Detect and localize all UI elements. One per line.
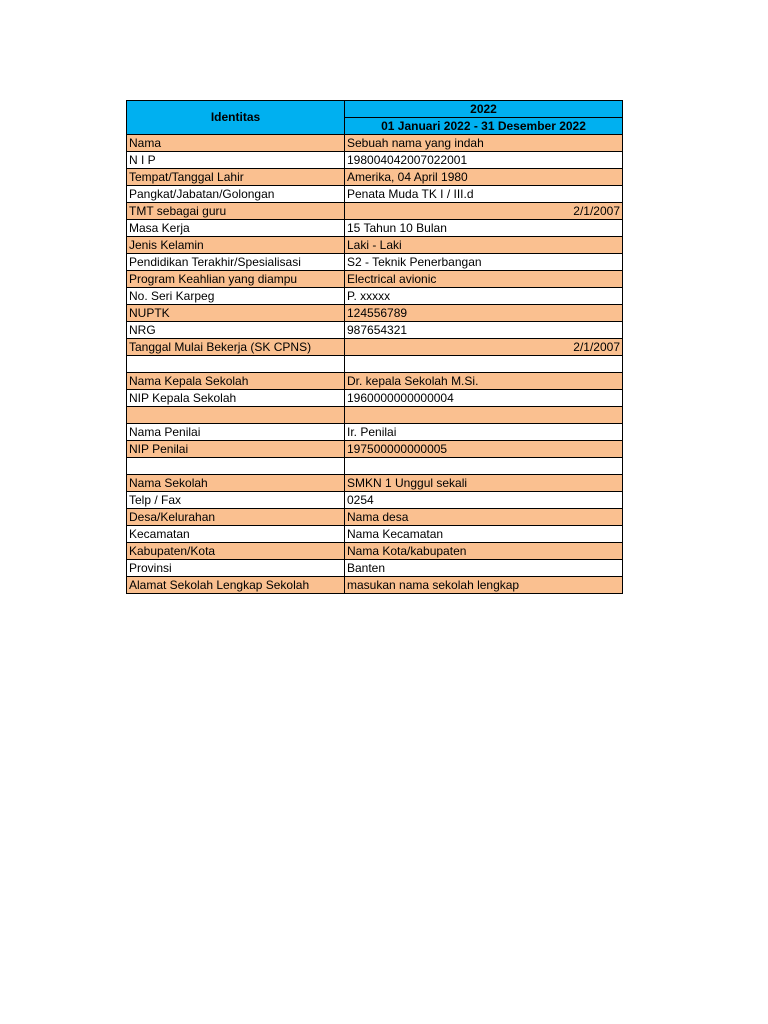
row-value[interactable]: Penata Muda TK I / III.d xyxy=(345,186,623,203)
row-label[interactable] xyxy=(127,356,345,373)
table-row xyxy=(127,271,623,288)
table-row xyxy=(127,186,623,203)
header-identitas: Identitas xyxy=(127,101,345,135)
row-value[interactable]: Laki - Laki xyxy=(345,237,623,254)
row-label[interactable]: Provinsi xyxy=(127,560,345,577)
table-row xyxy=(127,543,623,560)
row-label[interactable]: NUPTK xyxy=(127,305,345,322)
table-row xyxy=(127,356,623,373)
row-value[interactable]: P. xxxxx xyxy=(345,288,623,305)
row-label[interactable]: No. Seri Karpeg xyxy=(127,288,345,305)
row-value[interactable]: Nama Kota/kabupaten xyxy=(345,543,623,560)
row-label[interactable]: Tempat/Tanggal Lahir xyxy=(127,169,345,186)
row-value[interactable]: 2/1/2007 xyxy=(345,339,623,356)
row-value[interactable]: Banten xyxy=(345,560,623,577)
table-row xyxy=(127,407,623,424)
table-row xyxy=(127,322,623,339)
row-label[interactable]: Masa Kerja xyxy=(127,220,345,237)
row-label[interactable]: TMT sebagai guru xyxy=(127,203,345,220)
table-row xyxy=(127,305,623,322)
table-row xyxy=(127,220,623,237)
row-label[interactable]: NRG xyxy=(127,322,345,339)
row-value[interactable]: Dr. kepala Sekolah M.Si. xyxy=(345,373,623,390)
table-row xyxy=(127,509,623,526)
row-value[interactable]: 987654321 xyxy=(345,322,623,339)
row-label[interactable]: Kecamatan xyxy=(127,526,345,543)
row-value[interactable]: 15 Tahun 10 Bulan xyxy=(345,220,623,237)
table-row xyxy=(127,458,623,475)
row-value[interactable] xyxy=(345,407,623,424)
table-row xyxy=(127,203,623,220)
table-row xyxy=(127,424,623,441)
row-value[interactable]: Ir. Penilai xyxy=(345,424,623,441)
table-row xyxy=(127,390,623,407)
row-value[interactable]: 2/1/2007 xyxy=(345,203,623,220)
header-period: 01 Januari 2022 - 31 Desember 2022 xyxy=(345,118,623,135)
row-label[interactable]: Nama xyxy=(127,135,345,152)
row-value[interactable]: 198004042007022001 xyxy=(345,152,623,169)
row-value[interactable]: 0254 xyxy=(345,492,623,509)
row-value[interactable]: 1960000000000004 xyxy=(345,390,623,407)
row-value[interactable] xyxy=(345,356,623,373)
row-label[interactable]: Desa/Kelurahan xyxy=(127,509,345,526)
row-label[interactable]: N I P xyxy=(127,152,345,169)
table-row xyxy=(127,237,623,254)
identity-table xyxy=(126,100,623,594)
table-row xyxy=(127,526,623,543)
row-label[interactable]: Telp / Fax xyxy=(127,492,345,509)
row-value[interactable]: masukan nama sekolah lengkap xyxy=(345,577,623,594)
table-row xyxy=(127,169,623,186)
row-label[interactable]: Pangkat/Jabatan/Golongan xyxy=(127,186,345,203)
table-row xyxy=(127,135,623,152)
table-row xyxy=(127,492,623,509)
row-label[interactable]: Jenis Kelamin xyxy=(127,237,345,254)
row-label[interactable]: Program Keahlian yang diampu xyxy=(127,271,345,288)
row-value[interactable]: 197500000000005 xyxy=(345,441,623,458)
row-label[interactable]: NIP Kepala Sekolah xyxy=(127,390,345,407)
row-value[interactable]: SMKN 1 Unggul sekali xyxy=(345,475,623,492)
row-value[interactable]: Nama Kecamatan xyxy=(345,526,623,543)
row-value[interactable]: 124556789 xyxy=(345,305,623,322)
table-header xyxy=(127,101,623,135)
row-label[interactable]: Pendidikan Terakhir/Spesialisasi xyxy=(127,254,345,271)
table-row xyxy=(127,339,623,356)
row-label[interactable] xyxy=(127,407,345,424)
row-value[interactable]: Sebuah nama yang indah xyxy=(345,135,623,152)
table-row xyxy=(127,254,623,271)
row-label[interactable]: Alamat Sekolah Lengkap Sekolah xyxy=(127,577,345,594)
header-year: 2022 xyxy=(345,101,623,118)
row-label[interactable]: Nama Sekolah xyxy=(127,475,345,492)
table-row xyxy=(127,560,623,577)
row-label[interactable]: NIP Penilai xyxy=(127,441,345,458)
table-row xyxy=(127,577,623,594)
row-label[interactable]: Nama Penilai xyxy=(127,424,345,441)
table-row xyxy=(127,152,623,169)
row-value[interactable]: S2 - Teknik Penerbangan xyxy=(345,254,623,271)
table-body xyxy=(127,135,623,594)
row-label[interactable]: Nama Kepala Sekolah xyxy=(127,373,345,390)
row-value[interactable]: Nama desa xyxy=(345,509,623,526)
row-label[interactable] xyxy=(127,458,345,475)
table-row xyxy=(127,475,623,492)
table-row xyxy=(127,441,623,458)
row-label[interactable]: Tanggal Mulai Bekerja (SK CPNS) xyxy=(127,339,345,356)
row-value[interactable] xyxy=(345,458,623,475)
row-value[interactable]: Electrical avionic xyxy=(345,271,623,288)
table-row xyxy=(127,373,623,390)
row-value[interactable]: Amerika, 04 April 1980 xyxy=(345,169,623,186)
table-row xyxy=(127,288,623,305)
row-label[interactable]: Kabupaten/Kota xyxy=(127,543,345,560)
